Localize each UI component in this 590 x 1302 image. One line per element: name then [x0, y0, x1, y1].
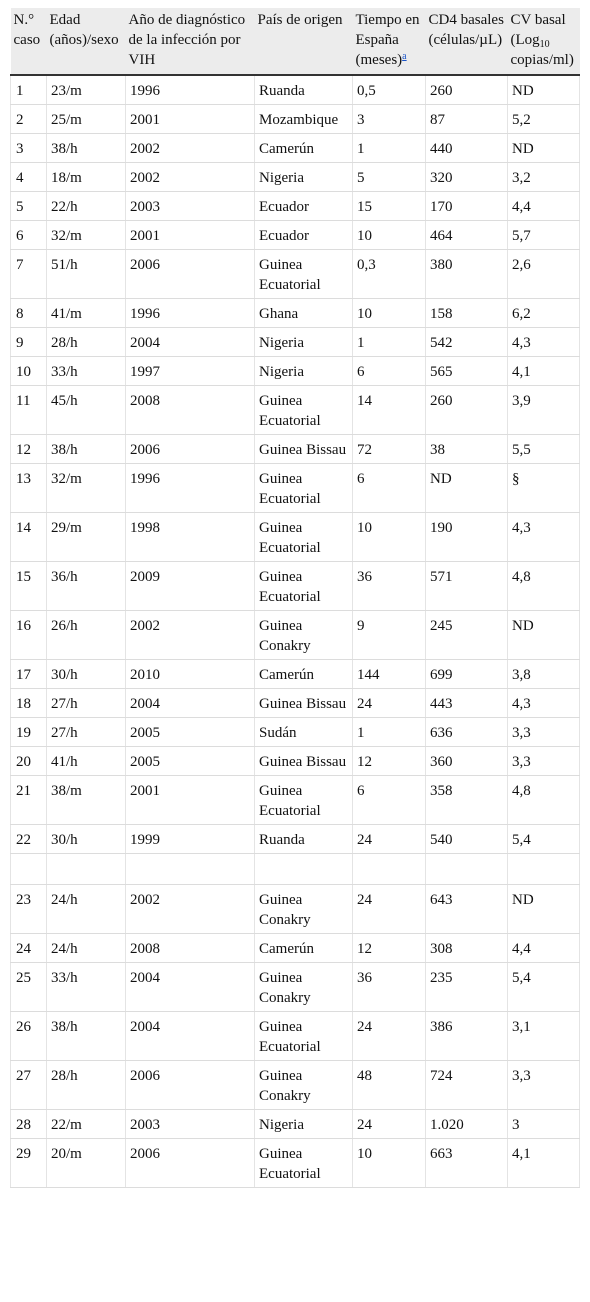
cell-edad: 45/h: [47, 386, 126, 435]
cell-cv: 4,4: [508, 192, 580, 221]
cell-edad: 23/m: [47, 75, 126, 105]
cell-edad: [47, 854, 126, 885]
cell-edad: 41/h: [47, 747, 126, 776]
table-row: [11, 299, 580, 328]
cell-cv: 5,7: [508, 221, 580, 250]
cell-caso: 2: [11, 105, 47, 134]
cell-cd4: 87: [426, 105, 508, 134]
cell-caso: 22: [11, 825, 47, 854]
cell-cv: 3,2: [508, 163, 580, 192]
footnote-link[interactable]: a: [402, 51, 407, 62]
cell-pais: Camerún: [255, 660, 353, 689]
cell-anio: 2005: [126, 718, 255, 747]
cell-anio: 2003: [126, 192, 255, 221]
cell-cd4: 663: [426, 1139, 508, 1188]
table-row: [11, 611, 580, 660]
cell-caso: 3: [11, 134, 47, 163]
cell-pais: Guinea Conakry: [255, 1061, 353, 1110]
cell-pais: Guinea Conakry: [255, 885, 353, 934]
cell-edad: 25/m: [47, 105, 126, 134]
cell-cv: 5,4: [508, 963, 580, 1012]
cell-cv: 3,3: [508, 1061, 580, 1110]
table-row: [11, 134, 580, 163]
cell-caso: 14: [11, 513, 47, 562]
cell-edad: 28/h: [47, 328, 126, 357]
header-pais: País de origen: [255, 8, 353, 75]
table-row: [11, 250, 580, 299]
cell-anio: 1997: [126, 357, 255, 386]
cell-pais: Guinea Ecuatorial: [255, 1139, 353, 1188]
cell-cv: 4,8: [508, 562, 580, 611]
header-tiempo: [353, 8, 426, 75]
cell-cd4: 245: [426, 611, 508, 660]
cell-caso: 1: [11, 75, 47, 105]
cell-cd4: 643: [426, 885, 508, 934]
table-row: [11, 75, 580, 105]
cell-edad: 32/m: [47, 221, 126, 250]
table-row: [11, 513, 580, 562]
cell-tiempo: 14: [353, 386, 426, 435]
cell-edad: 27/h: [47, 689, 126, 718]
cell-tiempo: 5: [353, 163, 426, 192]
cell-tiempo: 10: [353, 513, 426, 562]
cell-anio: 2002: [126, 885, 255, 934]
cell-cd4: 386: [426, 1012, 508, 1061]
cell-anio: 2002: [126, 163, 255, 192]
table-row: [11, 689, 580, 718]
cell-pais: Guinea Conakry: [255, 963, 353, 1012]
cell-anio: 2001: [126, 776, 255, 825]
cell-caso: 18: [11, 689, 47, 718]
cell-cd4: 724: [426, 1061, 508, 1110]
cell-tiempo: 10: [353, 221, 426, 250]
table-row: [11, 963, 580, 1012]
cell-pais: Ruanda: [255, 825, 353, 854]
cell-pais: Guinea Conakry: [255, 611, 353, 660]
cell-edad: 51/h: [47, 250, 126, 299]
cell-pais: Guinea Bissau: [255, 689, 353, 718]
table-row: [11, 934, 580, 963]
cell-caso: 21: [11, 776, 47, 825]
cell-tiempo: 1: [353, 328, 426, 357]
cell-caso: 24: [11, 934, 47, 963]
cell-cd4: 358: [426, 776, 508, 825]
cell-cv: ND: [508, 134, 580, 163]
cell-cv: 3,3: [508, 718, 580, 747]
cell-cv: 6,2: [508, 299, 580, 328]
cell-pais: Ecuador: [255, 221, 353, 250]
header-caso: N.° caso: [11, 8, 47, 75]
header-cv-pre: CV basal (Log: [510, 12, 566, 48]
cell-cv: 3,3: [508, 747, 580, 776]
cell-caso: 6: [11, 221, 47, 250]
cell-tiempo: 0,5: [353, 75, 426, 105]
cell-cd4: ND: [426, 464, 508, 513]
cell-pais: Camerún: [255, 134, 353, 163]
cell-anio: 2001: [126, 221, 255, 250]
table-row: [11, 747, 580, 776]
cell-caso: 23: [11, 885, 47, 934]
cell-edad: 20/m: [47, 1139, 126, 1188]
cell-caso: 27: [11, 1061, 47, 1110]
table-row: [11, 1061, 580, 1110]
cell-pais: Guinea Ecuatorial: [255, 464, 353, 513]
cell-cd4: 260: [426, 75, 508, 105]
cell-cv: 4,8: [508, 776, 580, 825]
cell-pais: Guinea Bissau: [255, 435, 353, 464]
cell-cd4: 636: [426, 718, 508, 747]
cell-tiempo: 24: [353, 1012, 426, 1061]
cell-caso: 15: [11, 562, 47, 611]
cell-tiempo: 6: [353, 776, 426, 825]
cell-anio: 2010: [126, 660, 255, 689]
table-row: [11, 163, 580, 192]
cell-anio: 2005: [126, 747, 255, 776]
cell-tiempo: 12: [353, 934, 426, 963]
cell-anio: 1999: [126, 825, 255, 854]
cell-tiempo: 24: [353, 689, 426, 718]
cell-edad: 36/h: [47, 562, 126, 611]
cell-edad: 33/h: [47, 357, 126, 386]
cell-caso: 26: [11, 1012, 47, 1061]
cell-cd4: [426, 854, 508, 885]
cell-edad: 18/m: [47, 163, 126, 192]
cell-cd4: 542: [426, 328, 508, 357]
table-body: [11, 75, 580, 1188]
cell-anio: 1996: [126, 75, 255, 105]
table-row: [11, 1110, 580, 1139]
cell-anio: 2006: [126, 250, 255, 299]
cell-pais: Mozambique: [255, 105, 353, 134]
cell-cd4: 440: [426, 134, 508, 163]
cell-tiempo: 1: [353, 718, 426, 747]
cell-cv: 5,2: [508, 105, 580, 134]
cell-caso: 7: [11, 250, 47, 299]
cell-tiempo: [353, 854, 426, 885]
header-cv: [508, 8, 580, 75]
cell-anio: 2009: [126, 562, 255, 611]
cell-cd4: 571: [426, 562, 508, 611]
cell-cv: ND: [508, 885, 580, 934]
cell-cv: 4,1: [508, 1139, 580, 1188]
cell-edad: 28/h: [47, 1061, 126, 1110]
cell-pais: Nigeria: [255, 328, 353, 357]
cell-pais: Ruanda: [255, 75, 353, 105]
cell-pais: [255, 854, 353, 885]
header-tiempo-label: Tiempo en España (meses): [355, 12, 420, 68]
cell-tiempo: 1: [353, 134, 426, 163]
cell-tiempo: 15: [353, 192, 426, 221]
cell-cd4: 190: [426, 513, 508, 562]
cell-pais: Camerún: [255, 934, 353, 963]
cell-caso: 11: [11, 386, 47, 435]
cell-anio: 2004: [126, 689, 255, 718]
cell-edad: 27/h: [47, 718, 126, 747]
cell-cd4: 320: [426, 163, 508, 192]
cell-caso: 12: [11, 435, 47, 464]
cell-edad: 33/h: [47, 963, 126, 1012]
cell-tiempo: 144: [353, 660, 426, 689]
table-row: [11, 464, 580, 513]
cell-cv: 3,1: [508, 1012, 580, 1061]
cell-tiempo: 48: [353, 1061, 426, 1110]
cell-caso: 9: [11, 328, 47, 357]
cell-anio: 2008: [126, 934, 255, 963]
cell-cd4: 540: [426, 825, 508, 854]
table-row: [11, 357, 580, 386]
table-row: [11, 776, 580, 825]
cell-edad: 30/h: [47, 660, 126, 689]
cell-cd4: 443: [426, 689, 508, 718]
cell-cv: §: [508, 464, 580, 513]
cell-pais: Ghana: [255, 299, 353, 328]
cell-cd4: 235: [426, 963, 508, 1012]
cell-anio: 2006: [126, 435, 255, 464]
cell-edad: 22/m: [47, 1110, 126, 1139]
cell-cv: 2,6: [508, 250, 580, 299]
header-cv-subscript: 10: [539, 39, 550, 50]
cell-edad: 29/m: [47, 513, 126, 562]
cell-cv: ND: [508, 611, 580, 660]
cell-pais: Guinea Ecuatorial: [255, 513, 353, 562]
cell-cv: 3,9: [508, 386, 580, 435]
cell-cd4: 260: [426, 386, 508, 435]
cell-caso: 28: [11, 1110, 47, 1139]
cell-cd4: 158: [426, 299, 508, 328]
cell-tiempo: 6: [353, 357, 426, 386]
table-row: [11, 386, 580, 435]
cell-cv: 4,3: [508, 328, 580, 357]
cell-tiempo: 6: [353, 464, 426, 513]
cell-caso: 5: [11, 192, 47, 221]
cell-anio: 2002: [126, 134, 255, 163]
cell-caso: 10: [11, 357, 47, 386]
cell-pais: Guinea Bissau: [255, 747, 353, 776]
cell-pais: Guinea Ecuatorial: [255, 1012, 353, 1061]
cell-caso: 29: [11, 1139, 47, 1188]
table-row: [11, 562, 580, 611]
cell-tiempo: 24: [353, 885, 426, 934]
cell-cv: [508, 854, 580, 885]
cell-cd4: 699: [426, 660, 508, 689]
cell-cd4: 1.020: [426, 1110, 508, 1139]
cell-tiempo: 12: [353, 747, 426, 776]
cell-edad: 24/h: [47, 885, 126, 934]
cases-table: [10, 8, 580, 1188]
cell-edad: 26/h: [47, 611, 126, 660]
cell-edad: 30/h: [47, 825, 126, 854]
cell-caso: [11, 854, 47, 885]
cell-pais: Guinea Ecuatorial: [255, 386, 353, 435]
cell-cd4: 38: [426, 435, 508, 464]
cell-anio: 2004: [126, 1012, 255, 1061]
cell-anio: [126, 854, 255, 885]
cell-cv: 4,3: [508, 513, 580, 562]
cell-caso: 25: [11, 963, 47, 1012]
cell-anio: 2004: [126, 328, 255, 357]
cell-cv: 3,8: [508, 660, 580, 689]
table-row: [11, 854, 580, 885]
cell-pais: Nigeria: [255, 357, 353, 386]
cell-edad: 38/m: [47, 776, 126, 825]
cell-tiempo: 36: [353, 963, 426, 1012]
cell-cd4: 380: [426, 250, 508, 299]
cell-pais: Guinea Ecuatorial: [255, 776, 353, 825]
cell-anio: 2006: [126, 1139, 255, 1188]
cell-cv: ND: [508, 75, 580, 105]
header-anio: Año de diagnóstico de la infección por VIH: [126, 8, 255, 75]
cell-cd4: 170: [426, 192, 508, 221]
cell-anio: 2008: [126, 386, 255, 435]
cell-cv: 4,4: [508, 934, 580, 963]
cell-pais: Ecuador: [255, 192, 353, 221]
cell-anio: 2002: [126, 611, 255, 660]
cell-edad: 24/h: [47, 934, 126, 963]
table-row: [11, 885, 580, 934]
cell-anio: 1998: [126, 513, 255, 562]
cell-anio: 1996: [126, 464, 255, 513]
cell-caso: 17: [11, 660, 47, 689]
cell-pais: Guinea Ecuatorial: [255, 250, 353, 299]
cell-tiempo: 72: [353, 435, 426, 464]
cell-cd4: 464: [426, 221, 508, 250]
table-row: [11, 221, 580, 250]
cell-tiempo: 10: [353, 299, 426, 328]
table-row: [11, 435, 580, 464]
cell-pais: Sudán: [255, 718, 353, 747]
cell-pais: Nigeria: [255, 1110, 353, 1139]
cell-edad: 41/m: [47, 299, 126, 328]
cell-cv: 3: [508, 1110, 580, 1139]
table-row: [11, 105, 580, 134]
cell-cv: 4,1: [508, 357, 580, 386]
cell-cd4: 360: [426, 747, 508, 776]
cell-anio: 2004: [126, 963, 255, 1012]
cell-cv: 4,3: [508, 689, 580, 718]
cell-edad: 38/h: [47, 134, 126, 163]
cell-caso: 8: [11, 299, 47, 328]
cell-caso: 16: [11, 611, 47, 660]
table-row: [11, 1139, 580, 1188]
table-row: [11, 825, 580, 854]
cell-tiempo: 0,3: [353, 250, 426, 299]
cell-tiempo: 24: [353, 1110, 426, 1139]
header-edad: Edad (años)/sexo: [47, 8, 126, 75]
cell-edad: 22/h: [47, 192, 126, 221]
table-row: [11, 328, 580, 357]
cell-tiempo: 36: [353, 562, 426, 611]
cell-tiempo: 24: [353, 825, 426, 854]
cell-anio: 2006: [126, 1061, 255, 1110]
cell-pais: Nigeria: [255, 163, 353, 192]
cell-tiempo: 10: [353, 1139, 426, 1188]
header-cd4: CD4 basales (células/µL): [426, 8, 508, 75]
cell-cd4: 308: [426, 934, 508, 963]
cell-cv: 5,4: [508, 825, 580, 854]
cell-caso: 13: [11, 464, 47, 513]
table-row: [11, 660, 580, 689]
cell-anio: 2001: [126, 105, 255, 134]
cell-edad: 38/h: [47, 435, 126, 464]
cell-caso: 4: [11, 163, 47, 192]
header-row: [11, 8, 580, 75]
cell-edad: 32/m: [47, 464, 126, 513]
table-row: [11, 718, 580, 747]
header-cv-post: copias/ml): [510, 52, 574, 68]
cell-tiempo: 3: [353, 105, 426, 134]
cell-anio: 1996: [126, 299, 255, 328]
cell-cd4: 565: [426, 357, 508, 386]
cell-cv: 5,5: [508, 435, 580, 464]
cell-pais: Guinea Ecuatorial: [255, 562, 353, 611]
cell-anio: 2003: [126, 1110, 255, 1139]
cell-edad: 38/h: [47, 1012, 126, 1061]
cell-caso: 19: [11, 718, 47, 747]
table-row: [11, 192, 580, 221]
table-header: [11, 8, 580, 75]
table-row: [11, 1012, 580, 1061]
cell-caso: 20: [11, 747, 47, 776]
cell-tiempo: 9: [353, 611, 426, 660]
